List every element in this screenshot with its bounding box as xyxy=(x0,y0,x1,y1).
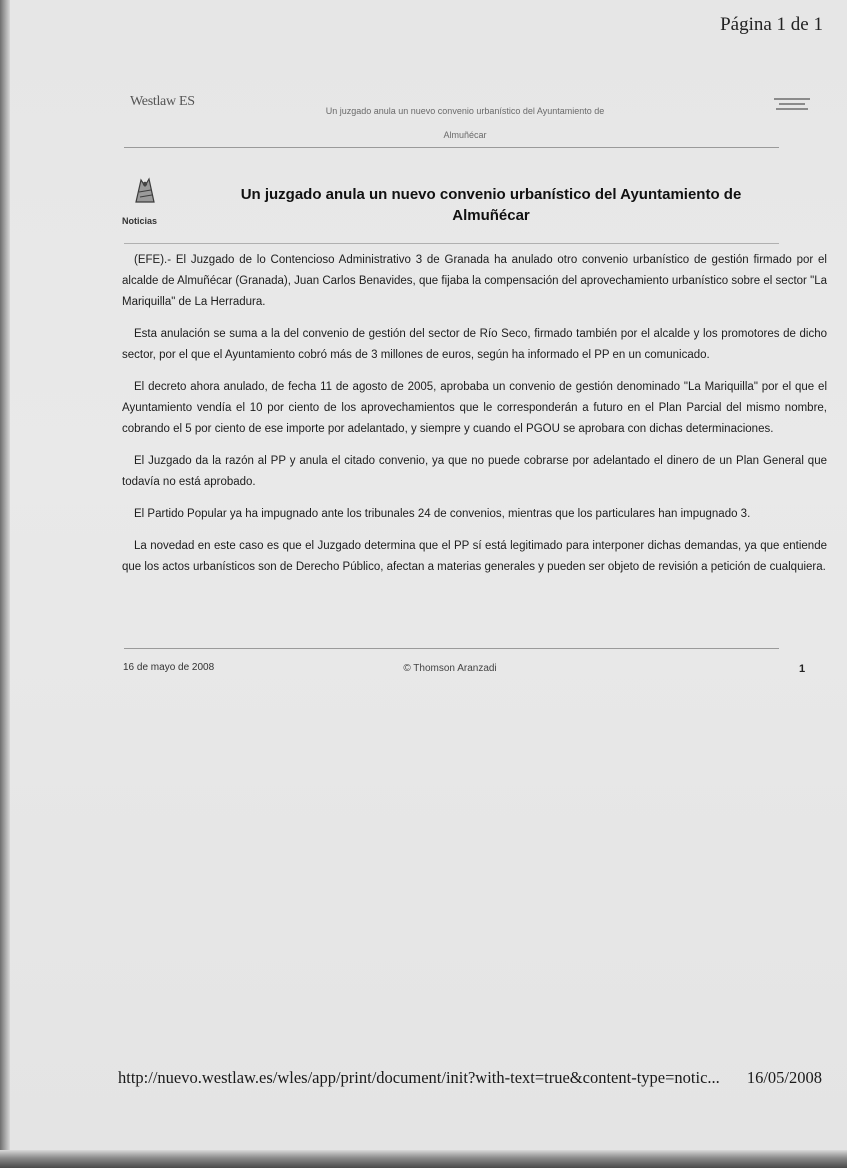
article-title-line-2: Almuñécar xyxy=(452,207,530,224)
noticias-icon xyxy=(132,176,158,206)
footer-divider xyxy=(124,648,779,649)
scan-left-edge xyxy=(0,0,10,1168)
section-label: Noticias xyxy=(122,216,158,226)
footer-page-number: 1 xyxy=(799,663,806,675)
article-title xyxy=(226,184,756,226)
header-title-line-1: Un juzgado anula un nuevo convenio urbanístico del Ayuntamiento de xyxy=(325,106,605,116)
footer-copyright: © Thomson Aranzadi xyxy=(403,663,497,674)
header-document-title xyxy=(270,99,660,147)
print-date: 16/05/2008 xyxy=(746,1068,822,1087)
westlaw-brand: Westlaw ES xyxy=(130,94,195,109)
header-title-line-2: Almuñécar xyxy=(443,130,487,140)
header-divider xyxy=(124,147,779,148)
footer-date: 16 de mayo de 2008 xyxy=(123,662,215,673)
article-paragraph: El decreto ahora anulado, de fecha 11 de agosto de 2005, aprobaba un convenio de gestión denominado "La Mariquilla" por el que el Ayuntamiento vendía el 10 por ciento de los aprovechamientos que le corresponderán a futuro en el Plan Parcial del mismo nombre, cobrando el 5 por ciento de ese importe por adelantado, y siempre y cuando el PGOU se aprobara con dichas determinaciones. xyxy=(122,381,827,435)
article-body xyxy=(122,250,827,589)
title-divider xyxy=(124,243,779,244)
scan-bottom-edge xyxy=(0,1150,847,1168)
article-paragraph: El Juzgado da la razón al PP y anula el citado convenio, ya que no puede cobrarse por adelantado el dinero de un Plan General que todavía no está aprobado. xyxy=(122,455,827,488)
article-title-line-1: Un juzgado anula un nuevo convenio urbanístico del Ayuntamiento de xyxy=(240,186,742,203)
thomson-aranzadi-logo-icon xyxy=(771,98,813,112)
print-url: http://nuevo.westlaw.es/wles/app/print/document/init?with-text=true&content-type=notic... xyxy=(118,1068,720,1087)
print-page-count: Página 1 de 1 xyxy=(720,14,823,35)
article-paragraph: La novedad en este caso es que el Juzgado determina que el PP sí está legitimado para interponer dichas demandas, ya que entiende que los actos urbanísticos son de Derecho Público, afectan a materias generales y pueden ser objeto de revisión a petición de cualquiera. xyxy=(122,540,827,573)
article-paragraph: Esta anulación se suma a la del convenio de gestión del sector de Río Seco, firmado también por el alcalde y los promotores de dicho sector, por el que el Ayuntamiento cobró más de 3 millones de euros, según ha informado el PP en un comunicado. xyxy=(122,328,827,361)
article-paragraph: (EFE).- El Juzgado de lo Contencioso Administrativo 3 de Granada ha anulado otro convenio urbanístico de gestión firmado por el alcalde de Almuñécar (Granada), Juan Carlos Benavides, que fijaba la compensación del aprovechamiento urbanístico sobre el sector "La Mariquilla" de La Herradura. xyxy=(122,254,827,308)
article-paragraph: El Partido Popular ya ha impugnado ante los tribunales 24 de convenios, mientras que los particulares han impugnado 3. xyxy=(134,508,751,520)
